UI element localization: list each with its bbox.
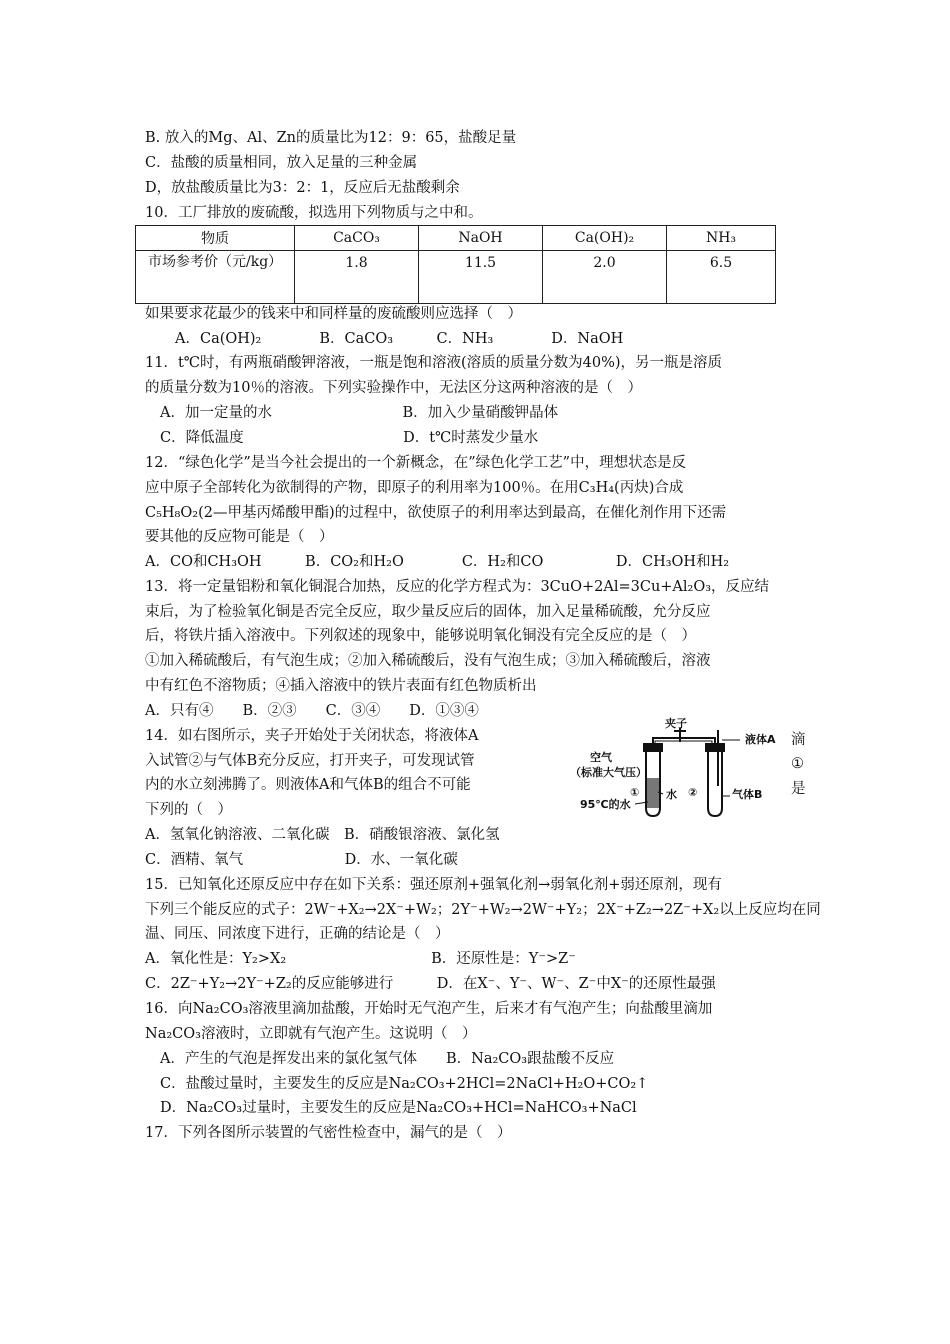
table-row bbox=[136, 251, 776, 304]
question-14-options1: A．氢氧化钠溶液、二氧化碳 B．硝酸银溶液、氯化氢 bbox=[145, 827, 500, 843]
question-13-line5: 中有红色不溶物质；④插入溶液中的铁片表面有红色物质析出 bbox=[145, 678, 537, 694]
question-14-line3: 内的水立刻沸腾了。则液体A和气体B的组合不可能 bbox=[145, 777, 471, 793]
label-hot-water: 95℃的水 bbox=[580, 798, 631, 811]
question-10-options: A．Ca(OH)₂ B．CaCO₃ C．NH₃ D．NaOH bbox=[175, 331, 624, 347]
option-c-prev: C．盐酸的质量相同，放入足量的三种金属 bbox=[145, 155, 418, 171]
label-pressure: （标准大气压） bbox=[570, 766, 647, 779]
question-14-options2: C．酒精、氧气 D．水、一氧化碳 bbox=[145, 852, 458, 868]
question-13-line4: ①加入稀硫酸后，有气泡生成；②加入稀硫酸后，没有气泡生成；③加入稀硫酸后，溶液 bbox=[145, 653, 711, 669]
price-table bbox=[135, 225, 776, 304]
table-cell: 2.0 bbox=[543, 251, 667, 304]
table-cell: 11.5 bbox=[419, 251, 543, 304]
question-14-right-char: 是 bbox=[791, 781, 806, 797]
question-14-line2: 入试管②与气体B充分反应，打开夹子，可发现试管 bbox=[145, 753, 475, 769]
question-14-right-char: ① bbox=[791, 756, 804, 772]
table-header: Ca(OH)₂ bbox=[543, 226, 667, 251]
label-water: 水 bbox=[666, 788, 677, 801]
question-14-line1: 14．如右图所示，夹子开始处于关闭状态，将液体A bbox=[145, 728, 479, 744]
question-16-line2: Na₂CO₃溶液时，立即就有气泡产生。这说明（ ） bbox=[145, 1026, 477, 1042]
question-12-line3: C₅H₈O₂(2—甲基丙烯酸甲酯)的过程中，欲使原子的利用率达到最高，在催化剂作用下还需 bbox=[145, 505, 727, 521]
question-16-options2: C．盐酸过量时，主要发生的反应是Na₂CO₃+2HCl=2NaCl+H₂O+CO₂↑ bbox=[160, 1076, 649, 1092]
question-15-options2: C．2Z⁻+Y₂→2Y⁻+Z₂的反应能够进行 D．在X⁻、Y⁻、W⁻、Z⁻中X⁻的还原性最强 bbox=[145, 976, 716, 992]
question-15-line2: 下列三个能反应的式子：2W⁻+X₂→2X⁻+W₂；2Y⁻+W₂→2W⁻+Y₂；2X⁻+Z₂→2Z⁻+X₂以上反应均在同 bbox=[145, 902, 821, 918]
label-tube-2: ② bbox=[688, 786, 698, 799]
question-10-stem: 如果要求花最少的钱来中和同样量的废硫酸则应选择（ ） bbox=[145, 306, 522, 322]
table-header-row bbox=[136, 226, 776, 251]
question-11-options1: A．加一定量的水 B．加入少量硝酸钾晶体 bbox=[160, 405, 559, 421]
question-11-options2: C．降低温度 D．t℃时蒸发少量水 bbox=[160, 430, 539, 446]
question-15-options1: A．氧化性是：Y₂>X₂ B．还原性是：Y⁻>Z⁻ bbox=[145, 951, 576, 967]
table-header: 物质 bbox=[136, 226, 295, 251]
question-11-line2: 的质量分数为10％的溶液。下列实验操作中，无法区分这两种溶液的是（ ） bbox=[145, 380, 642, 396]
question-16-line1: 16．向Na₂CO₃溶液里滴加盐酸，开始时无气泡产生，后来才有气泡产生；向盐酸里滴加 bbox=[145, 1001, 713, 1017]
question-12-line1: 12．“绿色化学”是当今社会提出的一个新概念，在”绿色化学工艺”中，理想状态是反 bbox=[145, 455, 687, 471]
question-13-options: A．只有④ B．②③ C．③④ D．①③④ bbox=[145, 703, 479, 719]
table-cell: 1.8 bbox=[295, 251, 419, 304]
question-14-right-char: 滴 bbox=[791, 732, 806, 748]
table-header: NaOH bbox=[419, 226, 543, 251]
question-16-options3: D．Na₂CO₃过量时，主要发生的反应是Na₂CO₃+HCl=NaHCO₃+NaCl bbox=[160, 1100, 637, 1116]
question-11-line1: 11．t℃时，有两瓶硝酸钾溶液，一瓶是饱和溶液(溶质的质量分数为40%)，另一瓶是溶质 bbox=[145, 355, 723, 371]
question-14-line4: 下列的（ ） bbox=[145, 802, 232, 818]
option-b-prev: B. 放入的Mg、Al、Zn的质量比为12：9：65，盐酸足量 bbox=[145, 130, 517, 146]
question-15-line1: 15．已知氧化还原反应中存在如下关系：强还原剂+强氧化剂→弱氧化剂+弱还原剂，现有 bbox=[145, 877, 722, 893]
question-13-line2: 束后，为了检验氧化铜是否完全反应，取少量反应后的固体，加入足量稀硫酸，允分反应 bbox=[145, 604, 711, 620]
option-d-prev: D，放盐酸质量比为3：2：1，反应后无盐酸剩余 bbox=[145, 180, 460, 196]
question-13-line1: 13．将一定量铝粉和氧化铜混合加热，反应的化学方程式为：3CuO+2Al=3Cu+Al₂O₃，反应结 bbox=[145, 579, 770, 595]
label-gas-b: 气体B bbox=[732, 788, 763, 801]
label-clamp: 夹子 bbox=[665, 717, 687, 730]
question-12-options: A．CO和CH₃OH B．CO₂和H₂O C．H₂和CO D．CH₃OH和H₂ bbox=[145, 554, 730, 570]
question-12-line4: 要其他的反应物可能是（ ） bbox=[145, 529, 334, 545]
label-air: 空气 bbox=[590, 751, 612, 764]
apparatus-figure bbox=[550, 716, 820, 824]
question-10: 10．工厂排放的废硫酸，拟选用下列物质与之中和。 bbox=[145, 205, 483, 221]
question-15-line3: 温、同压、同浓度下进行，正确的结论是（ ） bbox=[145, 926, 450, 942]
table-header: NH₃ bbox=[667, 226, 776, 251]
label-liquid-a: 液体A bbox=[745, 733, 776, 746]
question-16-options1: A．产生的气泡是挥发出来的氯化氢气体 B．Na₂CO₃跟盐酸不反应 bbox=[160, 1051, 615, 1067]
question-12-line2: 应中原子全部转化为欲制得的产物，即原子的利用率为100％。在用C₃H₄(丙炔)合成 bbox=[145, 480, 684, 496]
table-cell: 6.5 bbox=[667, 251, 776, 304]
question-17: 17．下列各图所示装置的气密性检查中，漏气的是（ ） bbox=[145, 1125, 512, 1141]
table-row-label: 市场参考价（元/kg） bbox=[136, 251, 295, 304]
label-tube-1: ① bbox=[630, 786, 640, 799]
table-header: CaCO₃ bbox=[295, 226, 419, 251]
question-13-line3: 后，将铁片插入溶液中。下列叙述的现象中，能够说明氧化铜没有完全反应的是（ ） bbox=[145, 628, 696, 644]
